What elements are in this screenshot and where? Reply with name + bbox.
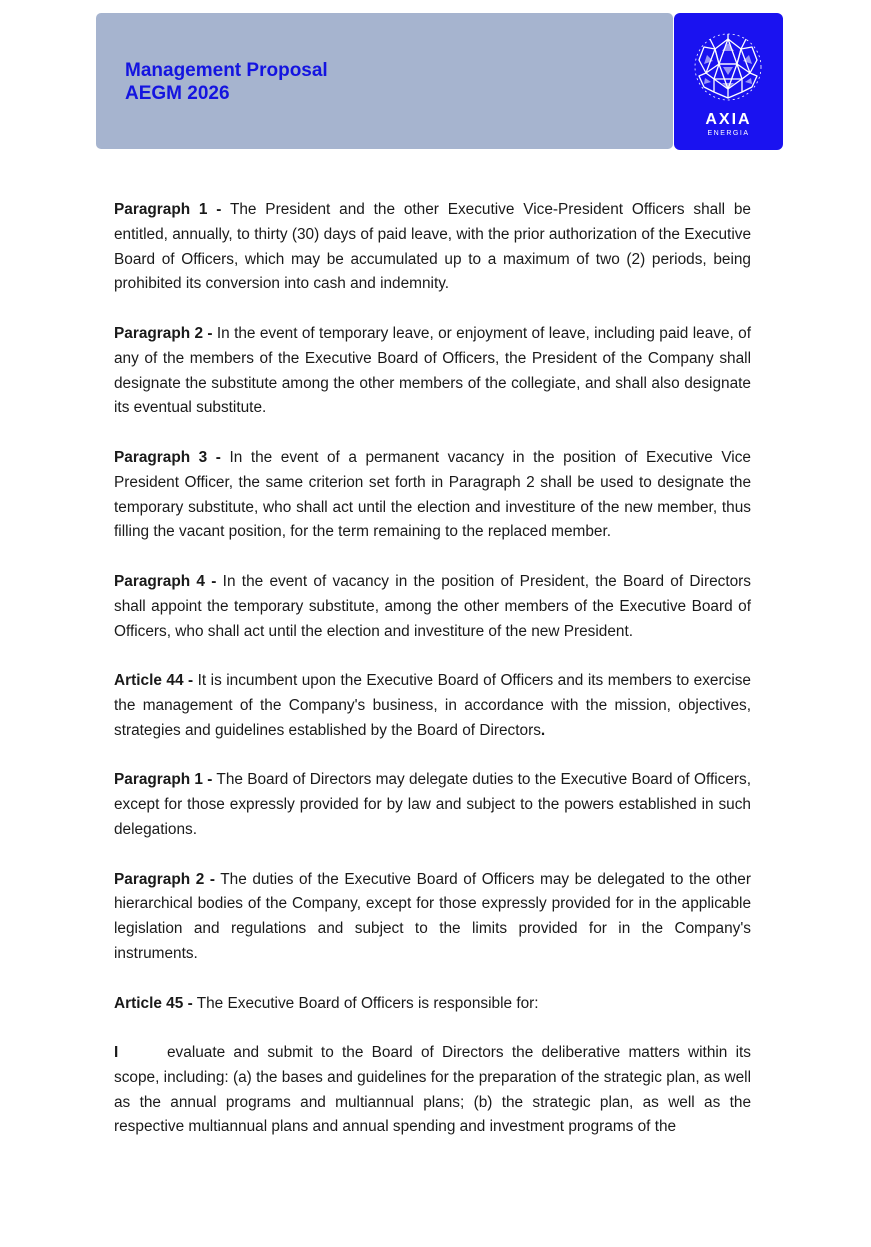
paragraph-label: Paragraph 2 -: [114, 870, 215, 888]
list-item-number: I: [114, 1044, 119, 1062]
article: [114, 992, 751, 1017]
paragraph: [114, 868, 751, 967]
paragraph-label: Paragraph 1 -: [114, 771, 213, 789]
logo-wordmark: AXIA: [705, 111, 752, 128]
paragraph-text: The Board of Directors may delegate duties to the Executive Board of Officers, except for those expressly provided for by law and subject to the powers established in such delegations.: [114, 771, 751, 838]
paragraph: [114, 322, 751, 421]
article-text-tail: .: [540, 721, 546, 739]
article-text: It is incumbent upon the Executive Board of Officers and its members to exercise the management of the Company's business, in accordance with the mission, objectives, strategies and guidelines established by the Board of Directors: [114, 672, 751, 739]
title-line-2: AEGM 2026: [125, 83, 230, 104]
list-item: [114, 1041, 751, 1140]
paragraph: [114, 446, 751, 545]
document-title: [125, 59, 328, 105]
paragraph-label: Paragraph 1 -: [114, 201, 222, 218]
paragraph: [114, 570, 751, 644]
paragraph: [114, 768, 751, 842]
paragraph-label: Paragraph 4 -: [114, 572, 217, 590]
paragraph-text: In the event of temporary leave, or enjoyment of leave, including paid leave, of any of the members of the Executive Board of Officers, the President of the Company shall designate the substitute among the other members of the collegiate, and shall also designate its eventual substitute.: [114, 324, 751, 417]
article: [114, 669, 751, 743]
paragraph-text: The President and the other Executive Vice-President Officers shall be entitled, annually, to thirty (30) days of paid leave, with the prior authorization of the Executive Board of Officers, which may be accumulated up to a maximum of two (2) periods, being prohibited its conversion into cash and indemnity.: [114, 201, 751, 293]
paragraph: [114, 198, 751, 297]
paragraph-label: Paragraph 3 -: [114, 448, 221, 466]
geodesic-globe-icon: [692, 31, 764, 103]
article-label: Article 44 -: [114, 672, 194, 690]
title-line-1: Management Proposal: [125, 60, 328, 81]
company-logo: [674, 13, 783, 150]
paragraph-text: In the event of vacancy in the position of President, the Board of Directors shall appoint the temporary substitute, among the other members of the Executive Board of Officers, who shall act until the election and investiture of the new President.: [114, 572, 751, 640]
paragraph-text: The duties of the Executive Board of Officers may be delegated to the other hierarchical bodies of the Company, except for those expressly provided for in the applicable legislation and regulations and subject to the limits provided for in the Company's instruments.: [114, 870, 751, 962]
article-text: The Executive Board of Officers is responsible for:: [192, 994, 539, 1012]
document-body: [114, 198, 751, 1165]
article-label: Article 45 -: [114, 994, 193, 1012]
logo-subtitle: ENERGIA: [707, 130, 750, 137]
paragraph-text: In the event of a permanent vacancy in the position of Executive Vice President Officer, the same criterion set forth in Paragraph 2 shall be used to designate the temporary substitute, who shall act until the election and investiture of the new member, thus filling the vacant position, for the term remaining to the replaced member.: [114, 448, 751, 541]
paragraph-label: Paragraph 2 -: [114, 324, 213, 342]
header-band: [96, 13, 673, 149]
list-item-text: evaluate and submit to the Board of Directors the deliberative matters within its scope, including: (a) the bases and guidelines for the preparation of the strategic plan, as well as the annual programs and multiannual plans; (b) the strategic plan, as well as the respective multiannual plans and annual spending and investment programs of the: [114, 1044, 751, 1136]
